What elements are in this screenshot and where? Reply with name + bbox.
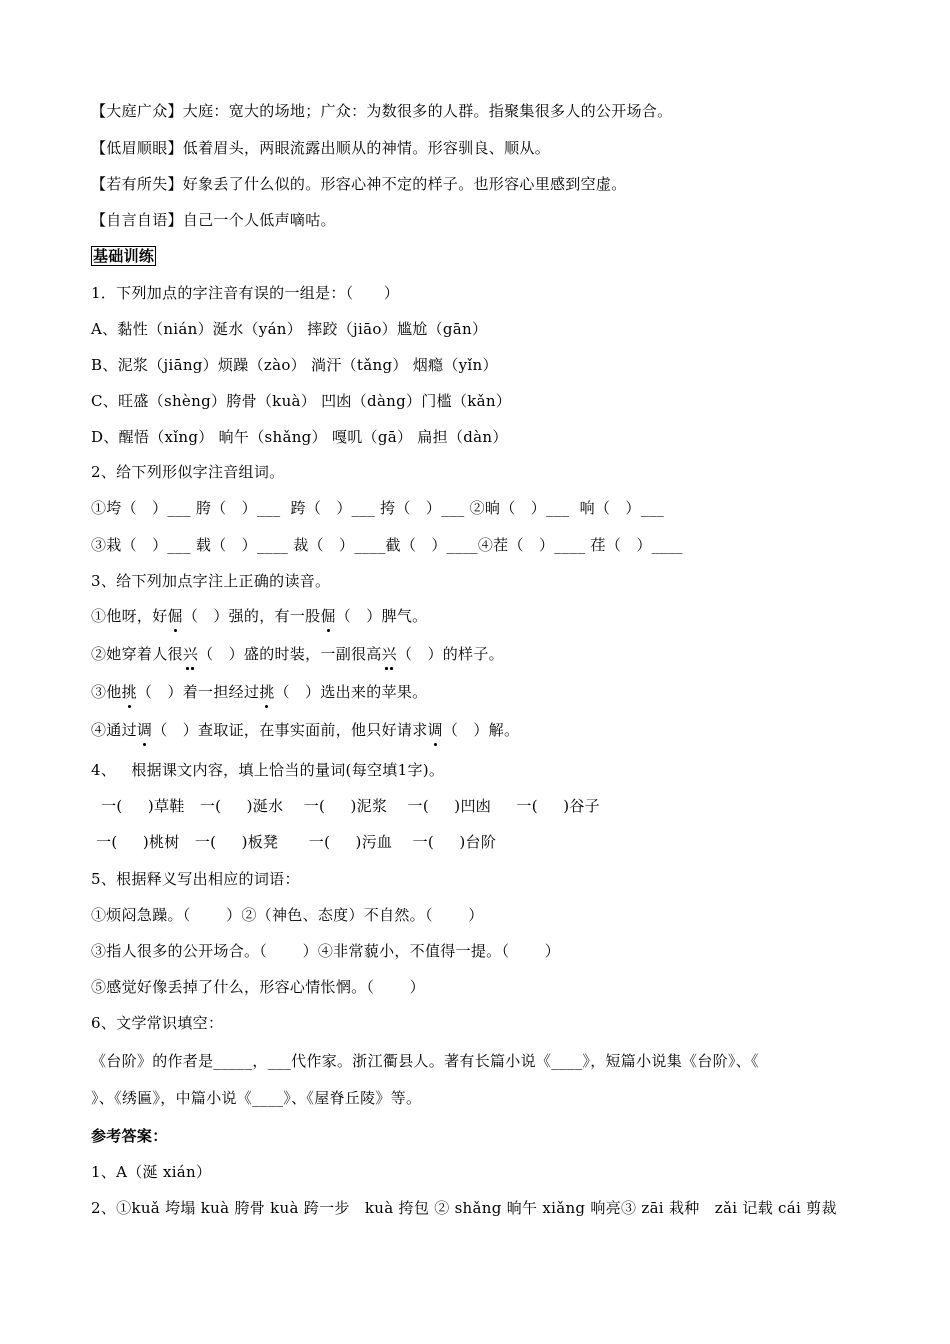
item-text: ②她穿着人很 — [91, 645, 183, 663]
question-1-option-a: A、黏性（nián）涎水（yán） 摔跤（jiāo）尴尬（gān） — [91, 320, 488, 338]
section-title-text: 基础训练 — [93, 247, 155, 265]
question-1-option-c: C、旺盛（shèng）胯骨（kuà） 凹凼（dàng）门槛（kǎn） — [91, 392, 512, 410]
answers-title: 参考答案： — [91, 1127, 168, 1145]
section-title — [91, 246, 156, 266]
dotted-character: 调 — [136, 721, 153, 739]
question-3-item — [91, 606, 427, 626]
question-4-row: 一( )草鞋 一( )涎水 一( )泥浆 一( )凹凼 一( )谷子 — [91, 797, 600, 815]
item-text: （ ）选出来的苹果。 — [274, 683, 428, 701]
dotted-character: 倔 — [167, 607, 183, 625]
item-text: （ ）盛的时装，一副很高 — [198, 645, 382, 663]
question-4-stem: 4、 根据课文内容，填上恰当的量词(每空填1字)。 — [91, 761, 445, 779]
question-1-option-b: B、泥浆（jiāng）烦躁（zào） 淌汗（tǎng） 烟瘾（yǐn） — [91, 356, 498, 374]
dotted-character: 兴 — [182, 645, 199, 663]
question-6-stem: 6、文学常识填空： — [91, 1014, 224, 1032]
dotted-character: 倔 — [320, 607, 336, 625]
item-text: ③他 — [91, 683, 122, 701]
item-text: ①他呀，好 — [91, 607, 168, 625]
item-text: （ ）解。 — [442, 721, 520, 739]
question-2-row: ①垮（ ）___ 胯（ ）___ 跨（ ）___ 挎（ ）___ ②晌（ ）___ 响（ ）___ — [91, 499, 665, 517]
definition-line: 【大庭广众】大庭：宽大的场地；广众：为数很多的人群。指聚集很多人的公开场合。 — [91, 102, 673, 120]
dotted-character: 兴 — [381, 645, 397, 663]
question-6-row: 《台阶》的作者是_____，___代作家。浙江衢县人。著有长篇小说《____》，短篇小说集《台阶》、《 — [91, 1052, 759, 1070]
item-text: （ ）着一担经过 — [136, 683, 260, 701]
definition-line: 【自言自语】自己一个人低声嘀咕。 — [91, 211, 336, 229]
question-5-row: ①烦闷急躁。（ ）②（神色、态度）不自然。（ ） — [91, 906, 484, 924]
question-3-item — [91, 720, 519, 740]
item-text: （ ）的样子。 — [396, 645, 504, 663]
item-text: （ ）脾气。 — [335, 607, 428, 625]
question-6-row: 》、《绣匾》，中篇小说《____》、《屋脊丘陵》等。 — [91, 1089, 422, 1107]
answer-line: 2、①kuǎ 垮塌 kuà 胯骨 kuà 跨一步 kuà 挎包 ② shǎng 晌午 xiǎng 响亮③ zāi 栽种 zǎi 记载 cái 剪裁 — [91, 1199, 837, 1217]
question-1-stem: 1．下列加点的字注音有误的一组是：（ ） — [91, 284, 400, 302]
question-2-stem: 2、给下列形似字注音组词。 — [91, 463, 285, 481]
dotted-character: 挑 — [121, 683, 137, 701]
question-5-row: ③指人很多的公开场合。（ ）④非常藐小，不值得一提。（ ） — [91, 942, 561, 960]
definition-line: 【若有所失】好象丢了什么似的。形容心神不定的样子。也形容心里感到空虚。 — [91, 175, 627, 193]
answer-line: 1、A（涎 xián） — [91, 1163, 212, 1181]
question-3-item — [91, 682, 427, 702]
question-2-row: ③栽（ ）___ 载（ ）____ 裁（ ）____截（ ）____④茬（ ）____ 荏（ ）____ — [91, 536, 683, 554]
item-text: ④通过 — [91, 721, 137, 739]
question-1-option-d: D、醒悟（xǐng） 晌午（shǎng） 嘎叽（gā） 扁担（dàn） — [91, 428, 508, 446]
question-4-row: 一( )桃树 一( )板凳 一( )污血 一( )台阶 — [91, 833, 497, 851]
dotted-character: 挑 — [259, 683, 275, 701]
item-text: （ ）查取证，在事实面前，他只好请求 — [152, 721, 428, 739]
definition-line: 【低眉顺眼】低着眉头，两眼流露出顺从的神情。形容驯良、顺从。 — [91, 139, 551, 157]
item-text: （ ）强的，有一股 — [182, 607, 321, 625]
question-3-stem: 3、给下列加点字注上正确的读音。 — [91, 572, 331, 590]
question-5-stem: 5、根据释义写出相应的词语： — [91, 870, 300, 888]
question-3-item — [91, 644, 504, 664]
dotted-character: 调 — [427, 721, 443, 739]
question-5-row: ⑤感觉好像丢掉了什么，形容心情怅惘。（ ） — [91, 978, 425, 996]
